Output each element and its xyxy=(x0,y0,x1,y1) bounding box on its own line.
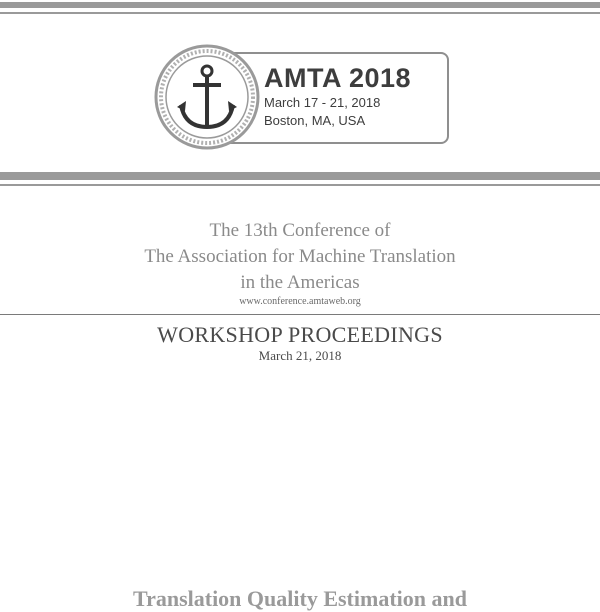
conference-line-2: The Association for Machine Translation xyxy=(144,246,456,267)
amta-logo-text xyxy=(264,62,411,130)
conference-line-1: The 13th Conference of xyxy=(209,220,391,241)
proceedings-title-partial: Translation Quality Estimation and xyxy=(133,586,467,611)
section-divider xyxy=(0,314,600,315)
conference-line-3: in the Americas xyxy=(240,272,360,293)
conference-name xyxy=(0,218,600,296)
top-rule-thick xyxy=(0,2,600,8)
logo-dates: March 17 - 21, 2018 xyxy=(264,95,381,110)
workshop-heading: WORKSHOP PROCEEDINGS xyxy=(157,322,443,347)
conference-url: www.conference.amtaweb.org xyxy=(239,296,361,307)
logo-location: Boston, MA, USA xyxy=(264,113,366,128)
mid-rule-thick xyxy=(0,172,600,180)
mid-rule-thin xyxy=(0,184,600,186)
logo-title: AMTA 2018 xyxy=(264,63,412,93)
anchor-seal-icon xyxy=(153,43,261,151)
top-rule-thin xyxy=(0,12,600,14)
workshop-date: March 21, 2018 xyxy=(258,348,342,363)
